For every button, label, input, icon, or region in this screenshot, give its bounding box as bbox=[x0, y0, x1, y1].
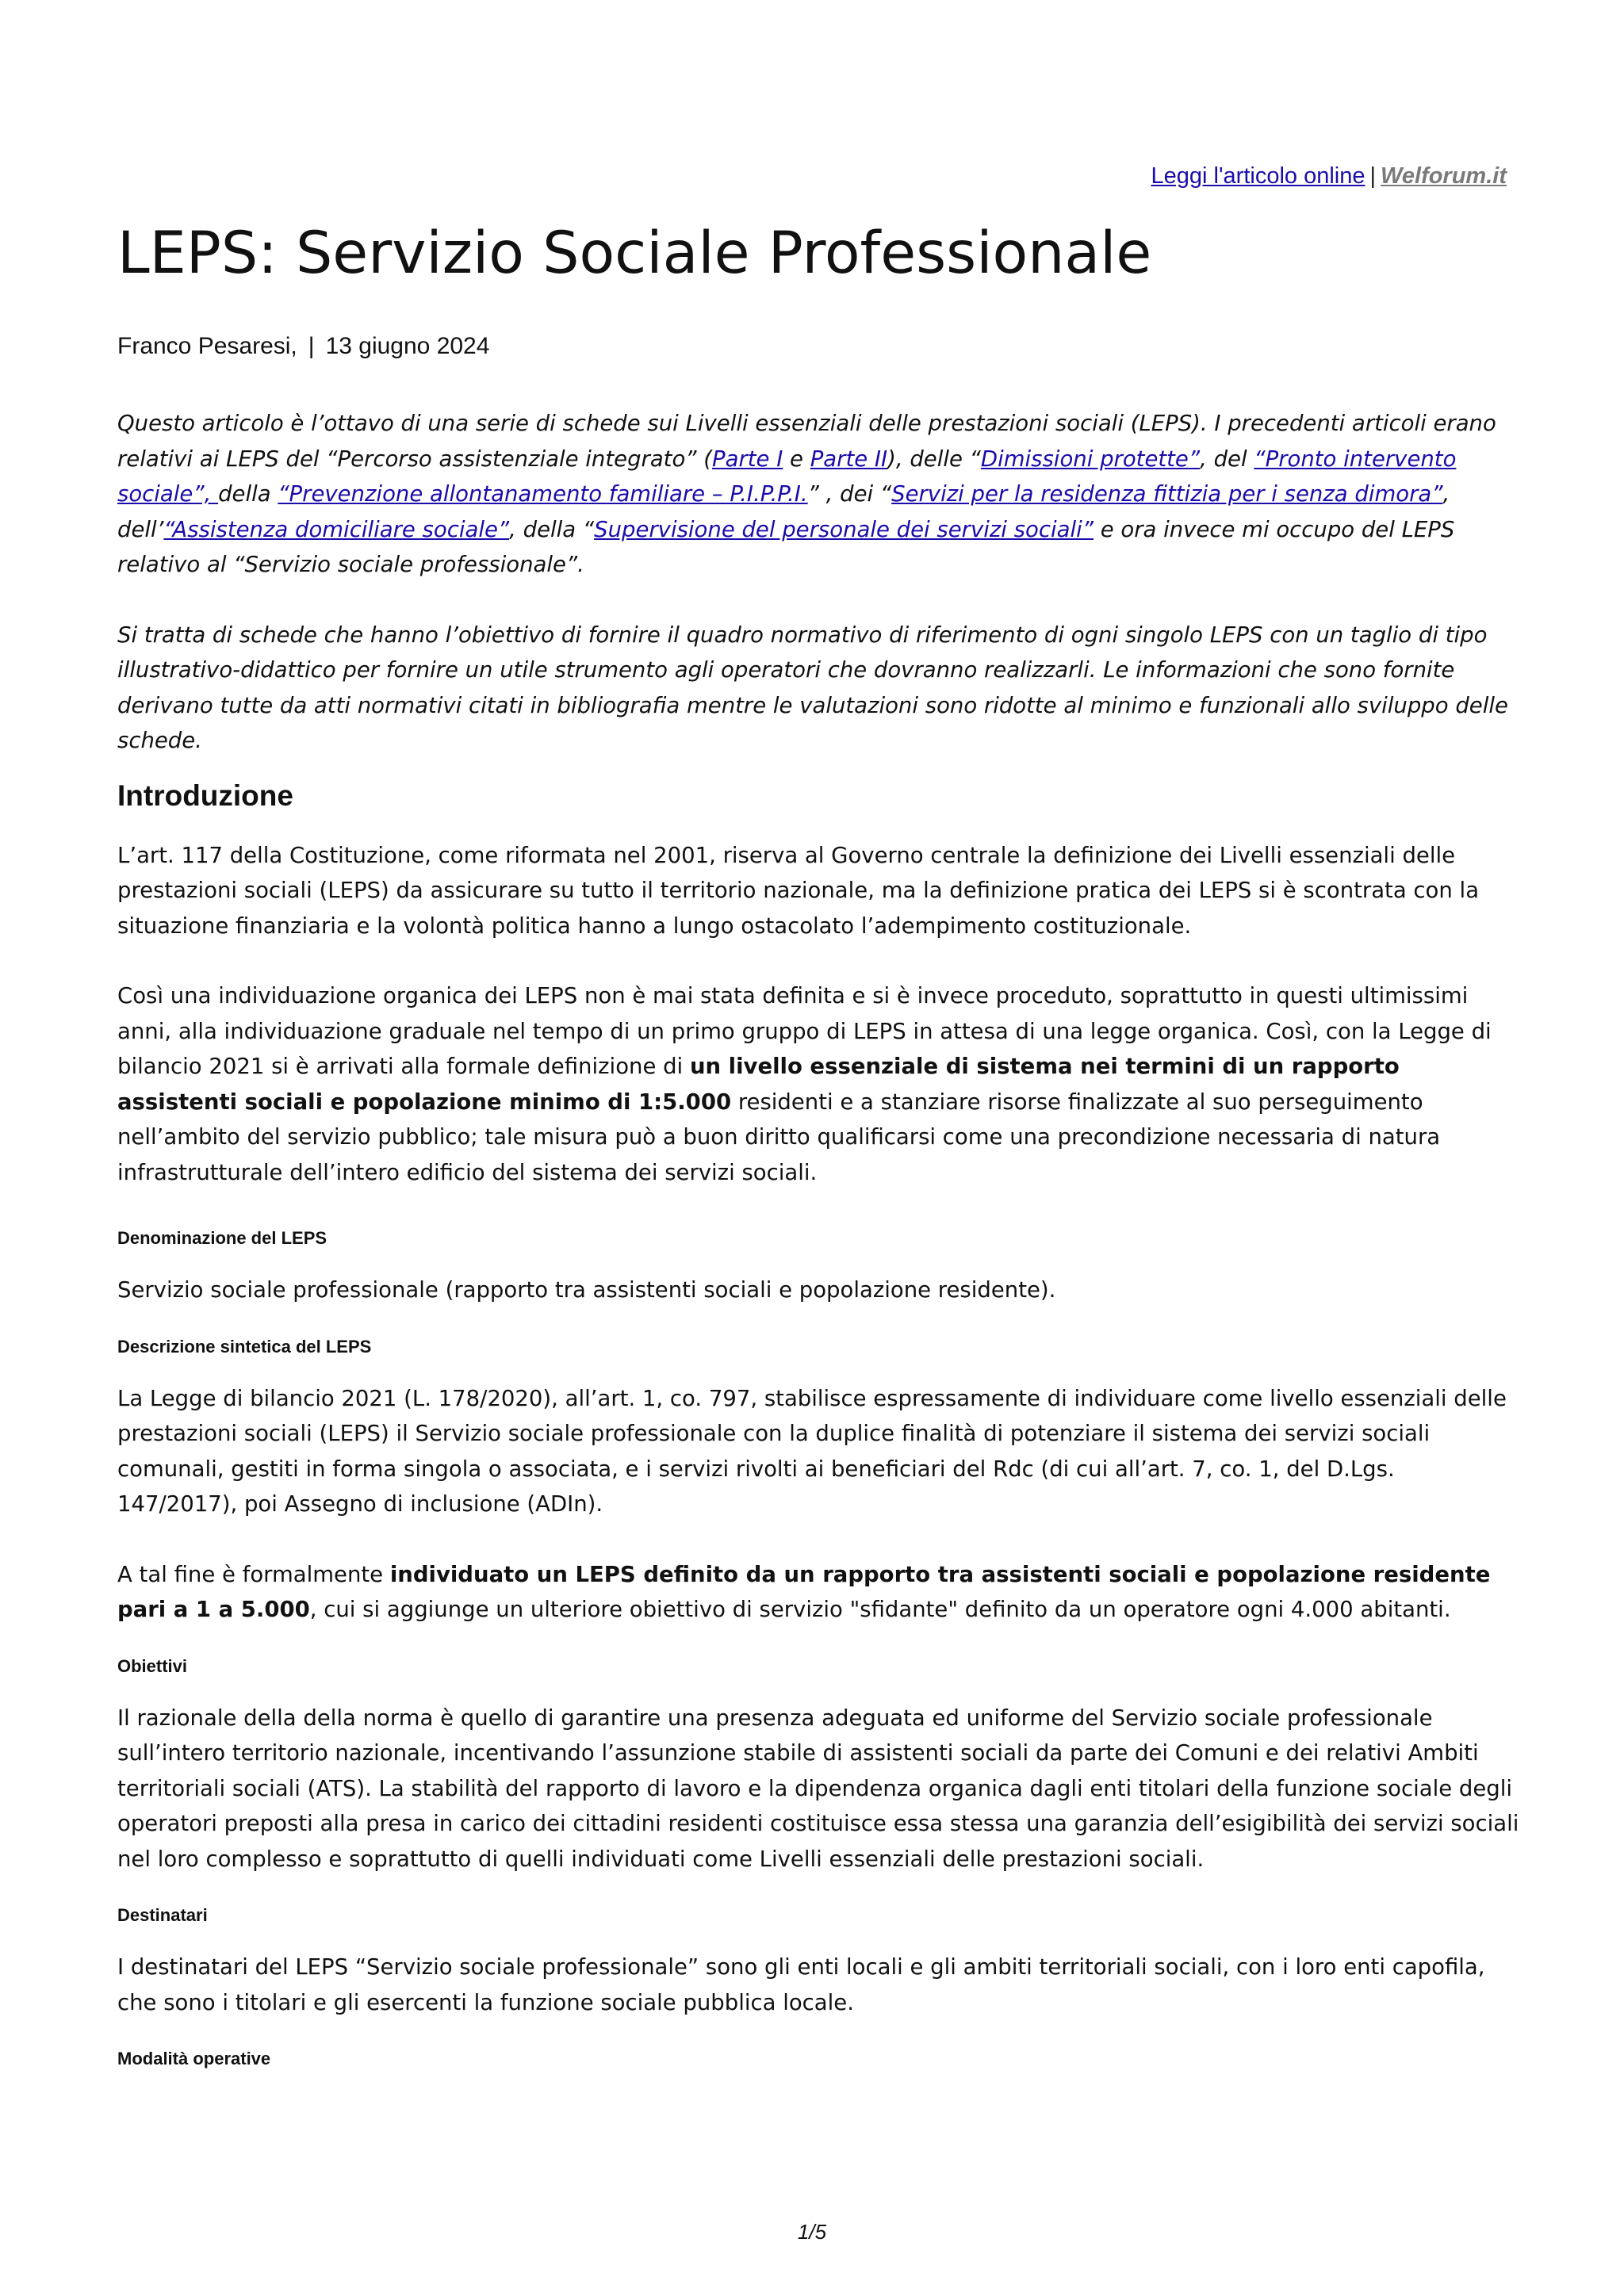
link-parte-1[interactable]: Parte I bbox=[712, 446, 783, 472]
link-pronto-intervento[interactable]: “Pronto intervento sociale”, bbox=[117, 446, 1457, 507]
denominazione-text: Servizio sociale professionale (rapporto tra assistenti sociali e popolazione residente). bbox=[117, 1277, 1056, 1303]
link-residenza-fittizia[interactable]: Servizi per la residenza fittizia per i senza dimora” bbox=[891, 481, 1443, 507]
link-prevenzione-allontanamento[interactable]: “Prevenzione allontanamento familiare – P.I.P.P.I. bbox=[278, 481, 808, 507]
byline-separator: | bbox=[308, 333, 315, 360]
publish-date: 13 giugno 2024 bbox=[325, 333, 490, 360]
link-assistenza-domiciliare[interactable]: “Assistenza domiciliare sociale” bbox=[163, 516, 510, 542]
link-parte-2[interactable]: Parte II bbox=[810, 446, 888, 472]
link-supervisione-personale[interactable]: Supervisione del personale dei servizi sociali” bbox=[594, 516, 1094, 542]
bold-text: individuato un LEPS definito da un rapporto tra assistenti sociali e popolazione residente pari a 1 a 5.000 bbox=[117, 1561, 1491, 1623]
introduzione-paragraph-1: L’art. 117 della Costituzione, come riformata nel 2001, riserva al Governo centrale la definizione dei Livelli essenziali delle prestazioni sociali (LEPS) da assicurare su tutto il territorio nazionale, ma la definizione pratica dei LEPS si è scontrata con la situazione finanziaria e la volontà politica hanno a lungo ostacolato l’adempimento costituzionale. bbox=[117, 842, 1480, 939]
subheading-descrizione: Descrizione sintetica del LEPS bbox=[117, 1336, 372, 1357]
introduzione-paragraph-2 bbox=[117, 978, 1521, 1190]
author: Franco Pesaresi, bbox=[117, 333, 297, 360]
body-text: Così una individuazione organica dei LEPS non è mai stata definita e si è invece proceduto, soprattutto in questi ultimissimi anni, alla individuazione graduale nel tempo di un primo gruppo di LEPS in attesa di una legge organica. Così, con la Legge di bilancio 2021 si è arrivati alla formale definizione di bbox=[117, 983, 1492, 1080]
subheading-denominazione: Denominazione del LEPS bbox=[117, 1228, 327, 1249]
intro-text: ), delle “ bbox=[887, 446, 981, 472]
intro-text: , del bbox=[1200, 446, 1254, 472]
body-text: , cui si aggiunge un ulteriore obiettivo di servizio "sfidante" definito da un operatore ogni 4.000 abitanti. bbox=[309, 1597, 1451, 1623]
page-number: 1/5 bbox=[797, 2220, 827, 2244]
intro-paragraph-2: Si tratta di schede che hanno l’obiettivo di fornire il quadro normativo di riferimento di ogni singolo LEPS con un taglio di tipo illustrativo-didattico per fornire un utile strumento agli operatori che dovranno realizzarli. Le informazioni che sono fornite derivano tutte da atti normativi citati in bibliografia mentre le valutazioni sono ridotte al minimo e funzionali allo sviluppo delle schede. bbox=[117, 622, 1508, 754]
intro-paragraph-1 bbox=[117, 406, 1521, 583]
intro-text: , della “ bbox=[509, 516, 595, 542]
section-heading-introduzione: Introduzione bbox=[117, 779, 293, 812]
intro-text: , dell’ bbox=[117, 481, 1450, 542]
descrizione-paragraph-1: La Legge di bilancio 2021 (L. 178/2020), all’art. 1, co. 797, stabilisce espressamente di individuare come livello essenziali delle prestazioni sociali (LEPS) il Servizio sociale professionale con la duplice finalità di potenziare il sistema dei servizi sociali comunali, gestiti in forma singola o associata, e i servizi rivolti ai beneficiari del Rdc (di cui all’art. 7, co. 1, del D.Lgs. 147/2017), poi Assegno di inclusione (ADIn). bbox=[117, 1385, 1507, 1517]
body-text: A tal fine è formalmente bbox=[117, 1561, 390, 1587]
intro-text: e bbox=[783, 446, 810, 472]
read-online-link[interactable]: Leggi l'articolo online bbox=[1151, 163, 1365, 189]
site-link[interactable]: Welforum.it bbox=[1381, 163, 1507, 189]
byline bbox=[117, 333, 1521, 360]
intro-text: ” , dei “ bbox=[807, 481, 892, 507]
subheading-obiettivi: Obiettivi bbox=[117, 1655, 188, 1676]
intro-text: della bbox=[218, 481, 278, 507]
destinatari-text: I destinatari del LEPS “Servizio sociale professionale” sono gli enti locali e gli ambiti territoriali sociali, con i loro enti capofila, che sono i titolari e gli esercenti la funzione sociale pubblica locale. bbox=[117, 1954, 1485, 2015]
descrizione-paragraph-2 bbox=[117, 1557, 1521, 1628]
intro-text: e ora invece mi occupo del LEPS relativo al “Servizio sociale professionale”. bbox=[117, 516, 1455, 578]
top-links bbox=[1151, 163, 1507, 189]
link-dimissioni-protette[interactable]: Dimissioni protette” bbox=[980, 446, 1201, 472]
obiettivi-text: Il razionale della della norma è quello di garantire una presenza adeguata ed uniforme del Servizio sociale professionale sull’intero territorio nazionale, incentivando l’assunzione stabile di assistenti sociali da parte dei Comuni e dei relativi Ambiti territoriali sociali (ATS). La stabilità del rapporto di lavoro e la dipendenza organica dagli enti titolari della funzione sociale degli operatori preposti alla presa in carico dei cittadini residenti costituisce essa stessa una garanzia dell’esigibilità dei servizi sociali nel loro complesso e soprattutto di quelli individuati come Livelli essenziali delle prestazioni sociali. bbox=[117, 1705, 1519, 1872]
header-separator: | bbox=[1369, 163, 1377, 189]
subheading-destinatari: Destinatari bbox=[117, 1905, 208, 1926]
article bbox=[117, 222, 1521, 2069]
body-text: residenti e a stanziare risorse finalizzate al suo perseguimento nell’ambito del servizio pubblico; tale misura può a buon diritto qualificarsi come una precondizione necessaria di natura infrastrutturale dell’intero edificio del sistema dei servizi sociali. bbox=[117, 1089, 1441, 1185]
article-title: LEPS: Servizio Sociale Professionale bbox=[117, 220, 1152, 287]
subheading-modalita: Modalità operative bbox=[117, 2049, 271, 2069]
bold-text: un livello essenziale di sistema nei termini di un rapporto assistenti sociali e popolazione minimo di 1:5.000 bbox=[117, 1054, 1400, 1115]
intro-text: Questo articolo è l’ottavo di una serie di schede sui Livelli essenziali delle prestazioni sociali (LEPS). I precedenti articoli erano relativi ai LEPS del “Percorso assistenziale integrato” ( bbox=[117, 411, 1496, 472]
